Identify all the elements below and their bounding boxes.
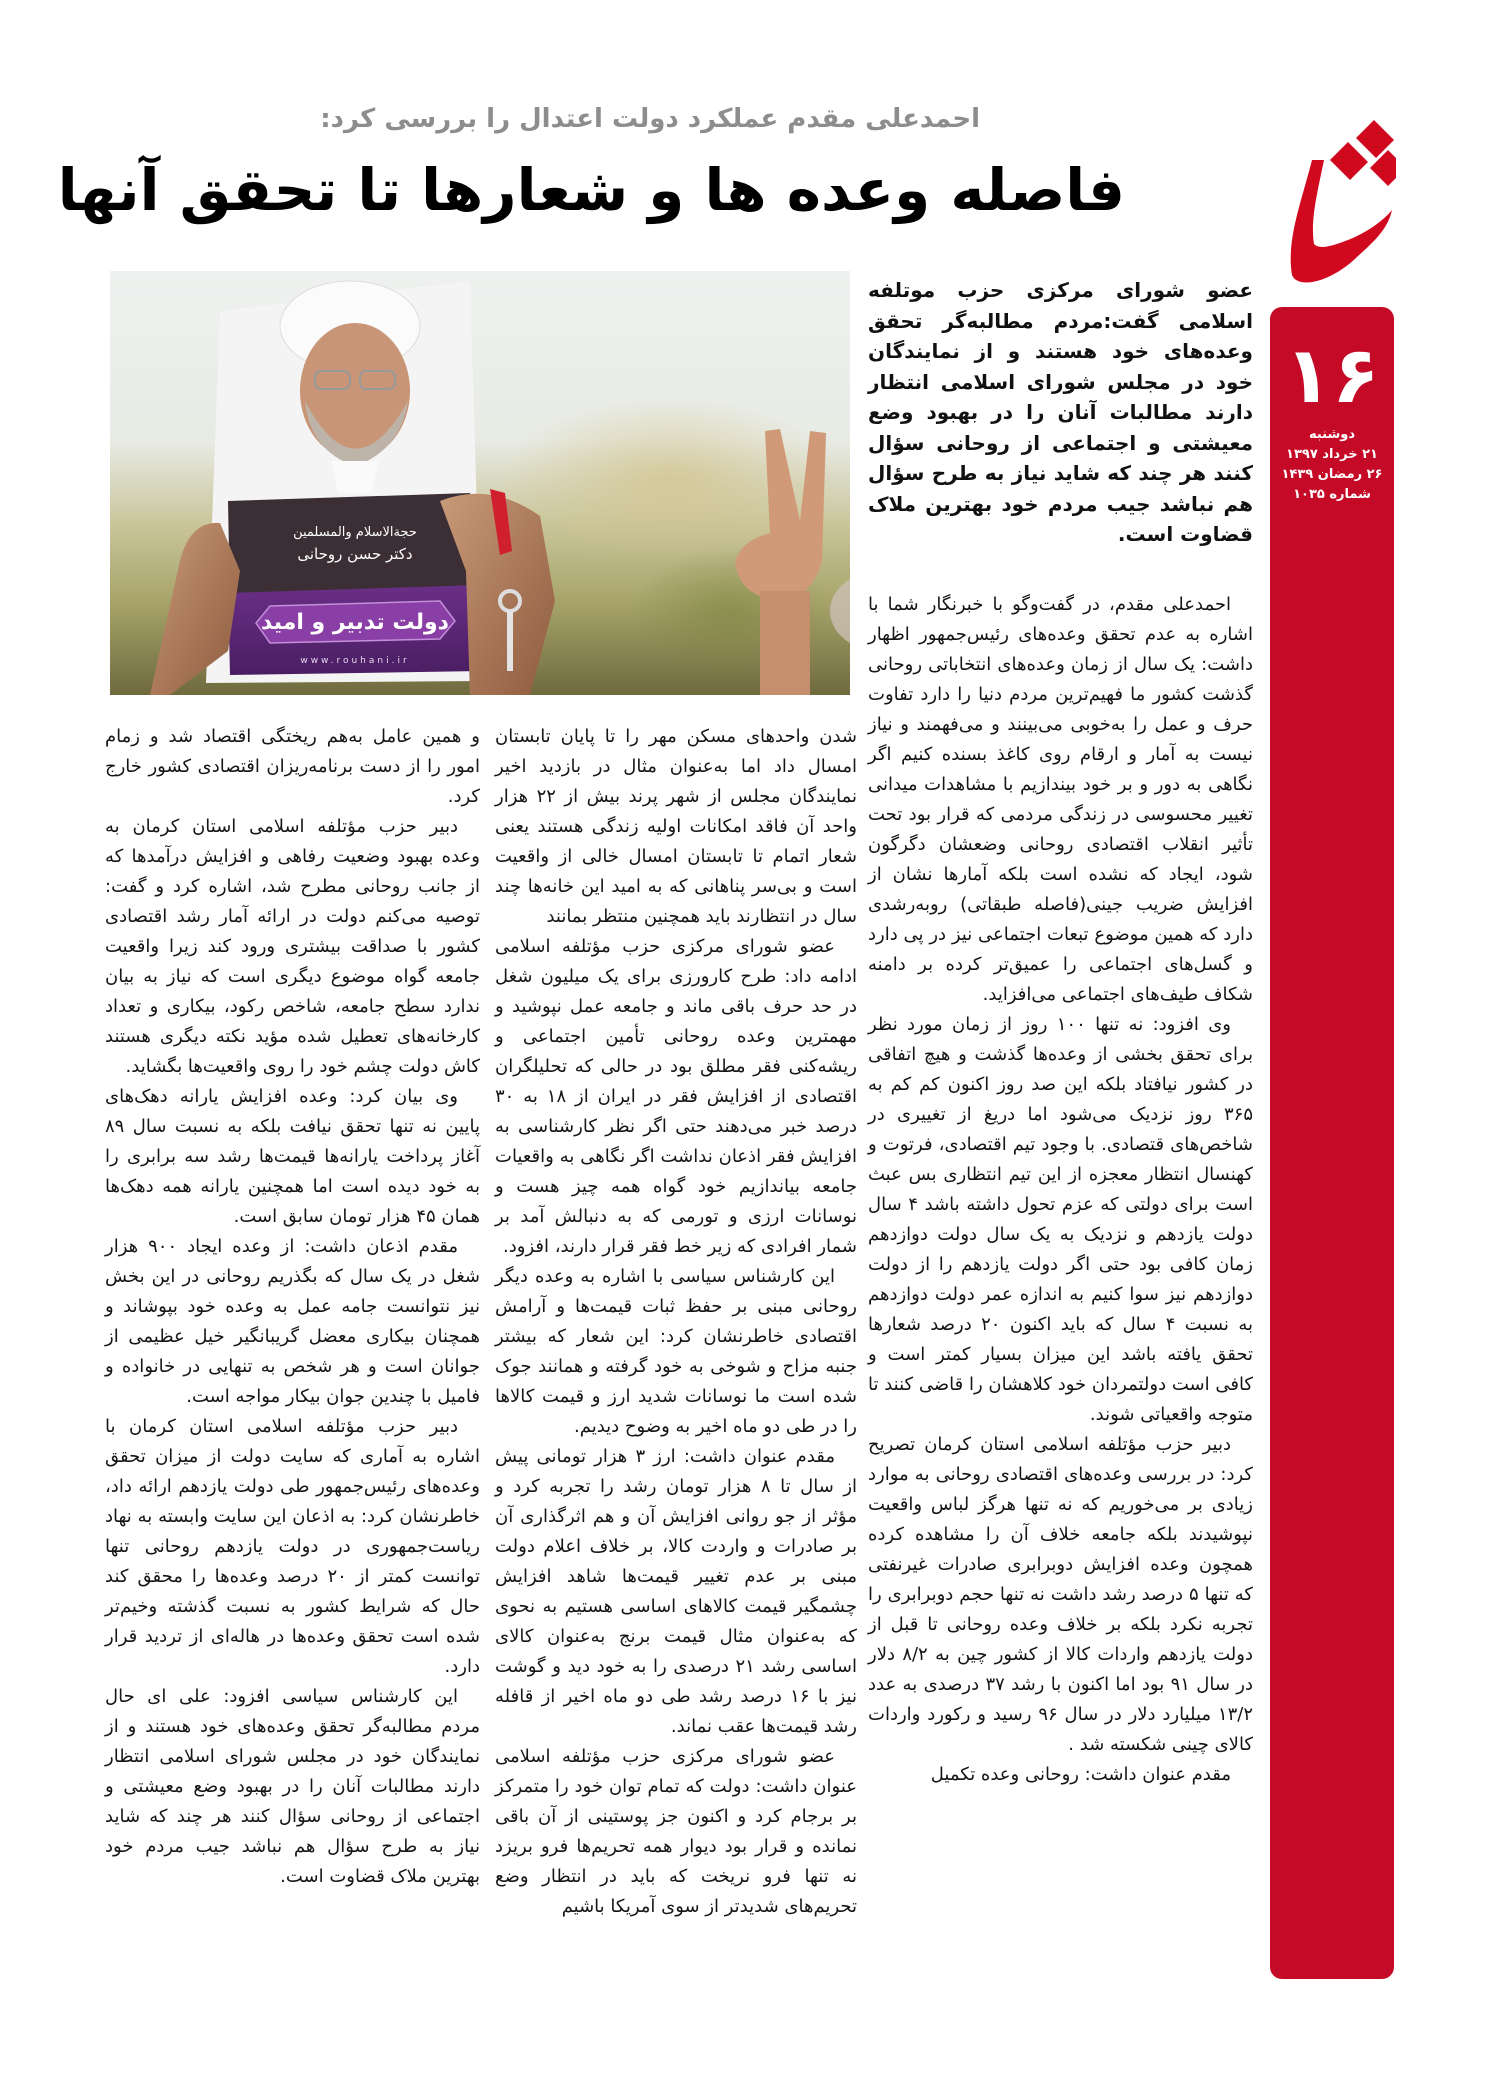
paragraph: دبیر حزب مؤتلفه اسلامی استان کرمان به وعده بهبود وضعیت رفاهی و افزایش درآمدها که از جانب روحانی مطرح شد، اشاره کرد و گفت: توصیه می‌کنم دولت در ارائه آمار رشد اقتصادی کشور با صداقت بیشتری ورود کند زیرا واقعیت جامعه گواه موضوع دیگری است که نیاز به بیان ندارد سطح جامعه، شاخص رکود، بیکاری و تعداد کارخانه‌های تعطیل شده مؤید نکته دیگری هستند کاش دولت چشم خود را روی واقعیت‌ها بگشاید. bbox=[105, 816, 480, 1077]
campaign-poster-illustration bbox=[110, 271, 850, 695]
paragraph: دبیر حزب مؤتلفه اسلامی استان کرمان با اشاره به آماری که سایت دولت از میزان تحقق وعده‌های رئیس‌جمهور طی دولت یازدهم ارائه داد، خاطرنشان کرد: به اذعان این سایت وابسته به نهاد ریاست‌جمهوری در دولت یازدهم روحانی تنها توانست کمتر از ۲۰ درصد وعده‌ها را محقق کند حال که شرایط کشور به نسبت گذشته وخیم‌تر شده است تحقق وعده‌ها در هاله‌ای از تردید قرار دارد. bbox=[105, 1416, 481, 1677]
page-number: ۱۶ bbox=[1284, 331, 1380, 421]
article-headline: فاصله وعده ها و شعارها تا تحقق آنها bbox=[57, 156, 1125, 224]
paragraph: مقدم اذعان داشت: از وعده ایجاد ۹۰۰ هزار شغل در یک سال که بگذریم روحانی در این بخش نیز نتوانست جامه عمل به وعده خود بپوشاند و همچنان بیکاری معضل گریبانگیر خیل عظیمی از جوانان است و هر شخص به تنهایی در خانواده و فامیل با چندین جوان بیکار مواجه است. bbox=[105, 1236, 480, 1407]
newspaper-logo bbox=[1272, 60, 1396, 300]
poster-line1: حجة‌الاسلام والمسلمین bbox=[293, 525, 417, 540]
paragraph: مقدم عنوان داشت: ارز ۳ هزار تومانی پیش از سال تا ۸ هزار تومان رشد را تجربه کرد و مؤثر از جو روانی افزایش آن و هم اثرگذاری آن بر صادرات و واردت کالا، بر خلاف اعلام دولت مبنی بر عدم تغییر قیمت‌ها شاهد افزایش چشمگیر قیمت کالاهای اساسی هستیم به نحوی که به‌عنوان مثال قیمت برنج به‌عنوان کالای اساسی رشد ۲۱ درصدی را به خود دید و گوشت نیز با ۱۶ درصد رشد طی دو ماه اخیر از قافله رشد قیمت‌ها عقب نماند. bbox=[495, 1446, 858, 1737]
paragraph: وی بیان کرد: وعده افزایش یارانه دهک‌های پایین نه تنها تحقق نیافت بلکه به نسبت سال ۸۹ آغاز پرداخت یارانه‌ها قیمت‌ها رشد سه برابری را به خود دیده است اما همچنین یارانه همه دهک‌ها همان ۴۵ هزار تومان سابق است. bbox=[105, 1086, 480, 1227]
poster-url: www.rouhani.ir bbox=[300, 656, 410, 666]
issue-sidebar bbox=[1270, 307, 1394, 1979]
text-column-left bbox=[105, 722, 480, 1892]
shoma-logo-icon bbox=[1272, 60, 1396, 300]
paragraph: شدن واحدهای مسکن مهر را تا پایان تابستان امسال داد اما به‌عنوان مثال در بازدید اخیر نمایندگان مجلس از شهر پرند بیش از ۲۲ هزار واحد آن فاقد امکانات اولیه زندگی هستند یعنی شعار اتمام تا تابستان امسال خالی از واقعیت است و بی‌سر پناهانی که به امید این خانه‌ها چند سال در انتظارند باید همچنین منتظر بمانند bbox=[495, 726, 857, 927]
issue-number: شماره ۱۰۳۵ bbox=[1293, 487, 1371, 502]
issue-info bbox=[1270, 425, 1394, 505]
article-kicker: احمدعلی مقدم عملکرد دولت اعتدال را بررسی کرد: bbox=[320, 104, 980, 134]
weekday: دوشنبه bbox=[1308, 427, 1356, 442]
paragraph: احمدعلی مقدم، در گفت‌وگو با خبرنگار شما با اشاره به عدم تحقق وعده‌های رئیس‌جمهور اظهار داشت: یک سال از زمان وعده‌های انتخاباتی روحانی گذشت کشور ما فهیم‌ترین مردم دنیا را دارد تفاوت حرف و عمل را به‌خوبی می‌بینند و می‌فهمند و نیاز نیست به آمار و ارقام روی کاغذ بسنده کنیم اگر نگاهی به دور و بر خود بیندازیم با مشاهدات میدانی تغییر محسوسی در زندگی مردمی که قرار بود تحت تأثیر انقلاب اقتصادی روحانی وضعشان دگرگون شود، ایجاد که نشده است بلکه آمارها نشان از افزایش ضریب جینی(فاصله طبقاتی) روبه‌رشدی دارد که همین موضوع تبعات اجتماعی نیز در پی دارد و گسل‌های اجتماعی را عمیق‌تر کرده بر دامنه شکاف طیف‌های اجتماعی می‌افزاید. bbox=[868, 594, 1253, 1005]
text-column-middle bbox=[495, 722, 857, 1922]
date-solar: ۲۱ خرداد ۱۳۹۷ bbox=[1286, 447, 1378, 462]
article-lead: عضو شورای مرکزی حزب موتلفه اسلامی گفت:مردم مطالبه‌گر تحقق وعده‌های خود هستند و از نمایندگان خود در مجلس شورای اسلامی انتظار دارند مطالبات آنان را در بهبود وضع معیشتی و اجتماعی از روحانی سؤال کنند هر چند که شاید نیاز به طرح سؤال هم نباشد جیب مردم خود بهترین ملاک قضاوت است. bbox=[868, 278, 1253, 546]
article-photo bbox=[110, 271, 850, 695]
paragraph: عضو شورای مرکزی حزب مؤتلفه اسلامی ادامه داد: طرح کارورزی برای یک میلیون شغل در حد حرف باقی ماند و جامعه عمل نپوشید و مهمترین وعده روحانی تأمین اجتماعی و ریشه‌کنی فقر مطلق بود در حالی که تحلیلگران اقتصادی از افزایش فقر در ایران از ۱۸ به ۳۰ درصد خبر می‌دهند حتی اگر نظر کارشناسی به افزایش فقر اذعان نداشت اگر نگاهی به واقعیات جامعه بیاندازیم خود گواه همه چیز هست و نوسانات ارزی و تورمی که به دنبالش آمد بر شمار افرادی که زیر خط فقر قرار دارند، افزود. bbox=[495, 936, 858, 1257]
paragraph: و همین عامل به‌هم ریختگی اقتصاد شد و زمام امور را از دست برنامه‌ریزان اقتصادی کشور خارج کرد. bbox=[105, 726, 480, 807]
paragraph: دبیر حزب مؤتلفه اسلامی استان کرمان تصریح کرد: در بررسی وعده‌های اقتصادی روحانی به موارد زیادی بر می‌خوریم که نه تنها هرگز لباس واقعیت نپوشیدند بلکه جامعه خلاف آن را مشاهده کرده همچون وعده افزایش دوبرابری صادرات غیرنفتی که تنها ۵ درصد رشد داشت نه تنها حجم دوبرابری را تجربه نکرد بلکه بر خلاف وعده روحانی تا قبل از دولت یازدهم واردات کالا از کشور چین به ۸/۲ دلار در سال ۹۱ بود اما اکنون با رشد ۳۷ درصدی به عدد ۱۳/۲ میلیارد دلار در سال ۹۶ رسید و رکورد واردات کالای چینی شکسته شد . bbox=[868, 1434, 1253, 1755]
paragraph: این کارشناس سیاسی افزود: علی ای حال مردم مطالبه‌گر تحقق وعده‌های خود هستند و از نمایندگان خود در مجلس شورای اسلامی انتظار دارند مطالبات آنان را در بهبود وضع معیشتی و اجتماعی از روحانی سؤال کنند هر چند که شاید نیاز به طرح سؤال هم نباشد جیب مردم خود بهترین ملاک قضاوت است. bbox=[105, 1686, 480, 1887]
paragraph: این کارشناس سیاسی با اشاره به وعده دیگر روحانی مبنی بر حفظ ثبات قیمت‌ها و آرامش اقتصادی خاطرنشان کرد: این شعار که بیشتر جنبه مزاح و شوخی به خود گرفته و همانند جوک شده است ما نوسانات شدید ارز و قیمت کالاها را در طی دو ماه اخیر به وضوح دیدیم. bbox=[495, 1266, 857, 1437]
date-lunar: ۲۶ رمضان ۱۴۳۹ bbox=[1281, 467, 1383, 482]
paragraph: عضو شورای مرکزی حزب مؤتلفه اسلامی عنوان داشت: دولت که تمام توان خود را متمرکز بر برجام کرد و اکنون جز پوستینی از آن باقی نمانده و قرار بود دیوار همه تحریم‌ها فرو بریزد نه تنها فرو نریخت که باید در انتظار وضع تحریم‌های شدیدتر از سوی آمریکا باشیم bbox=[495, 1746, 857, 1917]
text-column-right bbox=[868, 590, 1253, 1790]
poster-line2: دکتر حسن روحانی bbox=[297, 545, 413, 563]
paragraph: وی افزود: نه تنها ۱۰۰ روز از زمان مورد نظر برای تحقق بخشی از وعده‌ها گذشت و هیچ اتفاقی در کشور نیافتاد بلکه این صد روز اکنون کم کم به ۳۶۵ روز نزدیک می‌شود اما دریغ از تغییری در شاخص‌های قتصادی. با وجود تیم اقتصادی، فرتوت و کهنسال انتظار معجزه از این تیم انتظاری بس عبث است برای دولتی که عزم تحول داشته باشد ۴ سال دولت یازدهم و نزدیک به یک سال دولت دوازدهم زمان کافی بود حتی اگر دولت یازدهم را از دولت دوازدهم نیز سوا کنیم به اندازه عمر دولت دوازدهم به نسبت ۴ سال که باید اکنون ۲۰ درصد شعارها تحقق یافته باشد این میزان بسیار کمتر است و کافی است دولتمردان خود کلاهشان را قاضی کنند تا متوجه واقعیاتی شوند. bbox=[868, 1014, 1253, 1425]
poster-slogan: دولت تدبیر و امید bbox=[261, 610, 449, 635]
paragraph: مقدم عنوان داشت: روحانی وعده تکمیل bbox=[930, 1764, 1231, 1785]
